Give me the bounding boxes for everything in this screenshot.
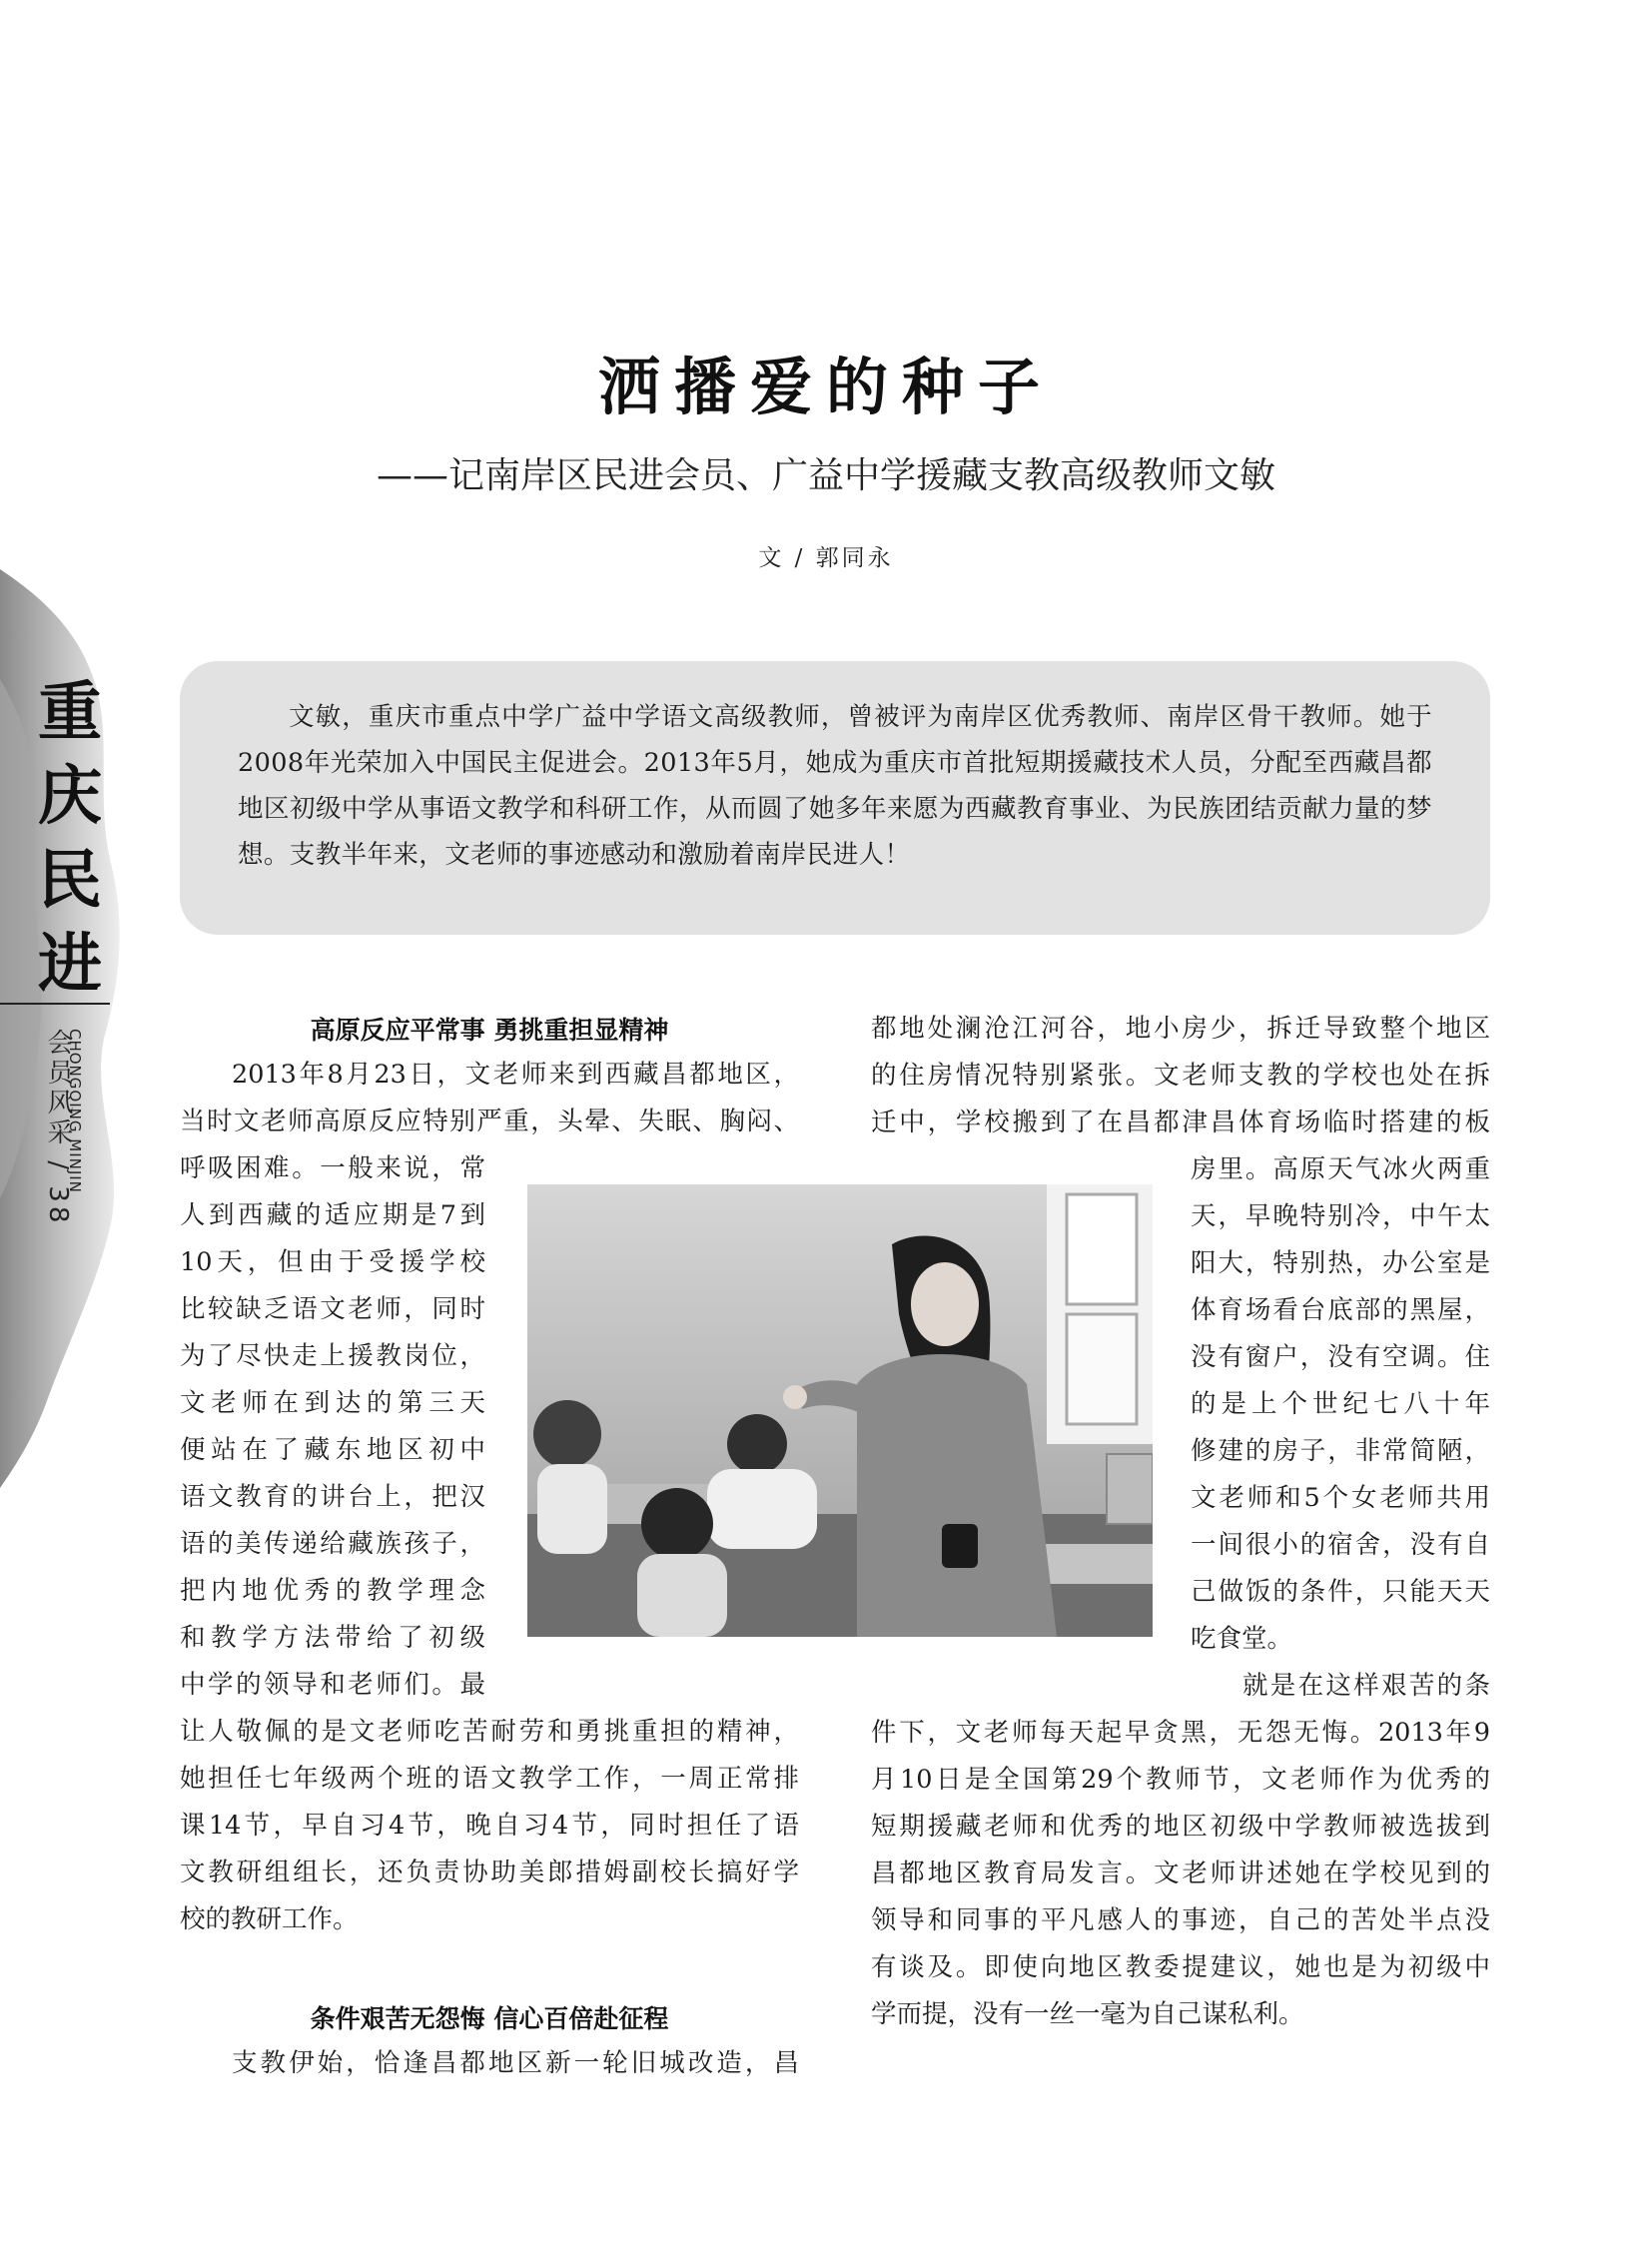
article-title: 洒播爱的种子 bbox=[597, 351, 1054, 423]
classroom-photo bbox=[527, 1184, 1153, 1637]
body-line: 和教学方法带给了初级 bbox=[180, 1623, 485, 1653]
body-line: 领导和同事的平凡感人的事迹，自己的苦处半点没 bbox=[871, 1905, 1490, 1935]
body-line: 迁中，学校搬到了在昌都津昌体育场临时搭建的板 bbox=[871, 1108, 1490, 1137]
body-line: 人到西藏的适应期是7到 bbox=[180, 1200, 485, 1230]
body-line: 吃食堂。 bbox=[1191, 1624, 1293, 1654]
body-line: 天，早晚特别冷，中午太 bbox=[1191, 1201, 1490, 1231]
intro-text: 文敏，重庆市重点中学广益中学语文高级教师，曾被评为南岸区优秀教师、南岸区骨干教师。她于2008年光荣加入中国民主促进会。2013年5月，她成为重庆市首批短期援藏技术人员，分配至西藏昌都地区初级中学从事语文教学和科研工作，从而圆了她多年来愿为西藏教育事业、为民族团结贡献力量的梦想。支教半年来，文老师的事迹感动和激励着南岸民进人！ bbox=[238, 702, 1432, 870]
magazine-name-char: 重 bbox=[38, 675, 102, 750]
body-line: 支教伊始，恰逢昌都地区新一轮旧城改造，昌 bbox=[232, 2048, 799, 2078]
body-line: 她担任七年级两个班的语文教学工作，一周正常排 bbox=[180, 1764, 799, 1794]
body-line: 当时文老师高原反应特别严重，头晕、失眠、胸闷、 bbox=[180, 1107, 799, 1136]
body-line: 文教研组组长，还负责协助美郎措姆副校长搞好学 bbox=[180, 1858, 799, 1887]
body-line: 文老师在到达的第三天 bbox=[180, 1388, 485, 1418]
body-line: 一间很小的宿舍，没有自 bbox=[1191, 1530, 1490, 1560]
body-line: 比较缺乏语文老师，同时 bbox=[180, 1294, 485, 1324]
body-line: 便站在了藏东地区初中 bbox=[180, 1435, 485, 1465]
magazine-latin-name: CHONGQING MINJIN bbox=[66, 1029, 84, 1193]
body-line: 就是在这样艰苦的条 bbox=[1242, 1671, 1490, 1701]
body-line: 学而提，没有一丝一毫为自己谋私利。 bbox=[871, 1999, 1304, 2029]
body-line: 都地处澜沧江河谷，地小房少，拆迁导致整个地区 bbox=[871, 1014, 1490, 1044]
body-line: 房里。高原天气冰火两重 bbox=[1191, 1154, 1490, 1184]
body-line: 中学的领导和老师们。最 bbox=[180, 1670, 485, 1700]
body-line: 把内地优秀的教学理念 bbox=[180, 1576, 485, 1606]
magazine-name-vertical bbox=[28, 671, 112, 1007]
page-number: / 38 bbox=[43, 1160, 73, 1227]
body-line: 10天，但由于受援学校 bbox=[180, 1247, 485, 1277]
magazine-name-char: 进 bbox=[38, 927, 102, 1002]
magazine-name-char: 庆 bbox=[38, 759, 102, 834]
body-line: 语的美传递给藏族孩子， bbox=[180, 1529, 485, 1559]
body-line: 课14节，早自习4节，晚自习4节，同时担任了语 bbox=[180, 1811, 799, 1841]
body-line: 2013年8月23日，文老师来到西藏昌都地区， bbox=[232, 1060, 799, 1090]
section-heading-1: 高原反应平常事 勇挑重担显精神 bbox=[310, 1016, 669, 1045]
body-line: 校的教研工作。 bbox=[180, 1904, 359, 1934]
body-line: 体育场看台底部的黑屋， bbox=[1191, 1295, 1490, 1325]
intro-box bbox=[180, 661, 1490, 935]
body-line: 语文教育的讲台上，把汉 bbox=[180, 1482, 485, 1512]
body-line: 短期援藏老师和优秀的地区初级中学教师被选拔到 bbox=[871, 1812, 1490, 1842]
body-line: 没有窗户，没有空调。住 bbox=[1191, 1342, 1490, 1372]
body-line: 修建的房子，非常简陋， bbox=[1191, 1436, 1490, 1466]
body-line: 月10日是全国第29个教师节，文老师作为优秀的 bbox=[871, 1765, 1490, 1795]
section-label: 会员风采 bbox=[43, 1029, 73, 1148]
body-line: 阳大，特别热，办公室是 bbox=[1191, 1248, 1490, 1278]
body-line: 有谈及。即使向地区教委提建议，她也是为初级中 bbox=[871, 1952, 1490, 1982]
article-byline: 文 / 郭同永 bbox=[758, 545, 894, 571]
body-line: 为了尽快走上援教岗位， bbox=[180, 1341, 485, 1371]
article-subtitle: ——记南岸区民进会员、广益中学援藏支教高级教师文敏 bbox=[376, 455, 1275, 496]
body-line: 呼吸困难。一般来说，常 bbox=[180, 1153, 485, 1183]
magazine-name-char: 民 bbox=[38, 843, 102, 918]
body-line: 的是上个世纪七八十年 bbox=[1191, 1389, 1490, 1419]
body-line: 让人敬佩的是文老师吃苦耐劳和勇挑重担的精神， bbox=[180, 1717, 799, 1747]
body-line: 件下，文老师每天起早贪黑，无怨无悔。2013年9 bbox=[871, 1718, 1490, 1748]
body-line: 昌都地区教育局发言。文老师讲述她在学校见到的 bbox=[871, 1859, 1490, 1888]
section-heading-2: 条件艰苦无怨悔 信心百倍赴征程 bbox=[310, 2004, 669, 2033]
body-line: 己做饭的条件，只能天天 bbox=[1191, 1577, 1490, 1607]
side-divider bbox=[0, 1003, 110, 1005]
body-line: 文老师和5个女老师共用 bbox=[1191, 1483, 1490, 1513]
body-line: 的住房情况特别紧张。文老师支教的学校也处在拆 bbox=[871, 1061, 1490, 1091]
